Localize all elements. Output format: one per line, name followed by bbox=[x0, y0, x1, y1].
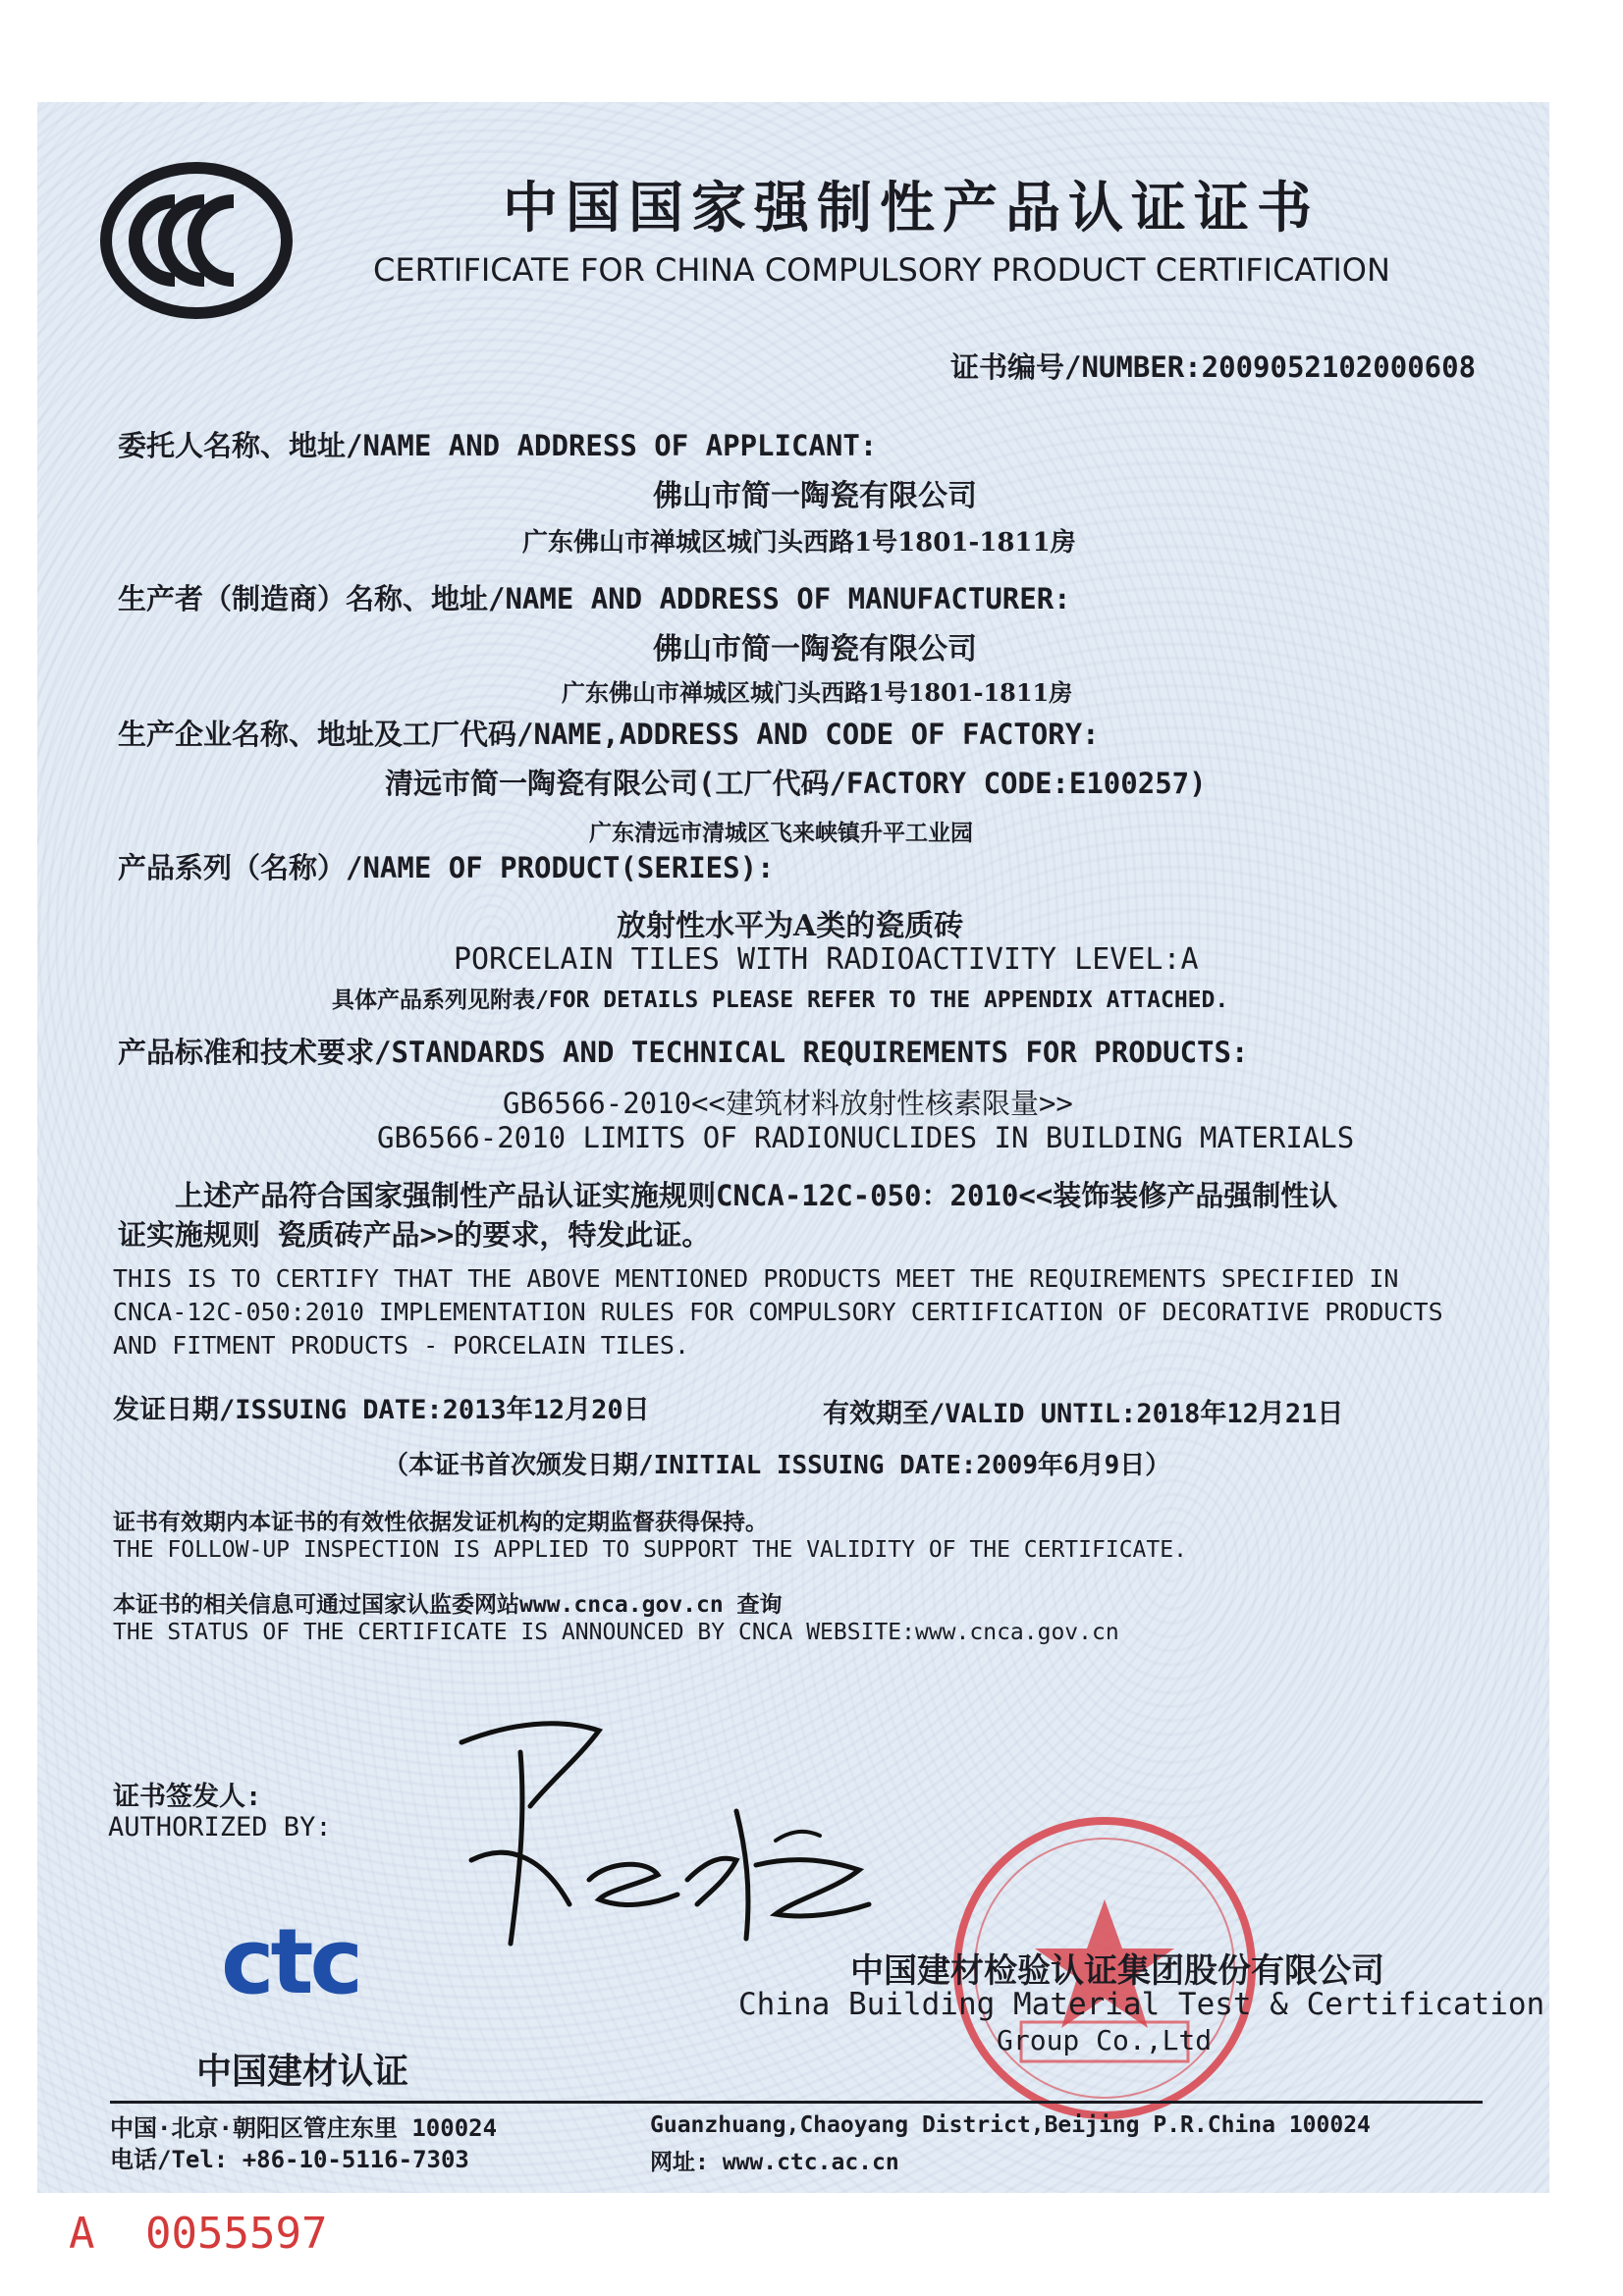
applicant-label: 委托人名称、地址/NAME AND ADDRESS OF APPLICANT: bbox=[118, 429, 878, 462]
manufacturer-label: 生产者（制造商）名称、地址/NAME AND ADDRESS OF MANUFACTURER: bbox=[118, 582, 1071, 615]
serial-prefix: A bbox=[69, 2209, 95, 2259]
standards-label: 产品标准和技术要求/STANDARDS AND TECHNICAL REQUIREMENTS FOR PRODUCTS: bbox=[118, 1036, 1249, 1069]
issuer-name-cn: 中国建材检验认证集团股份有限公司 bbox=[850, 1951, 1384, 1991]
footer-address-cn: 中国·北京·朝阳区管庄东里 100024 bbox=[110, 2114, 498, 2142]
initial-issuing-date: （本证书首次颁发日期/INITIAL ISSUING DATE:2009年6月9日） bbox=[383, 1451, 1171, 1480]
serial-number: 0055597 bbox=[145, 2209, 328, 2259]
issuing-date: 发证日期/ISSUING DATE:2013年12月20日 bbox=[113, 1395, 650, 1425]
factory-address: 广东清远市清城区飞来峡镇升平工业园 bbox=[589, 820, 973, 846]
factory-label: 生产企业名称、地址及工厂代码/NAME,ADDRESS AND CODE OF FACTORY: bbox=[118, 718, 1100, 751]
product-name-en: PORCELAIN TILES WITH RADIOACTIVITY LEVEL:A bbox=[454, 942, 1199, 977]
title-cn: 中国国家强制性产品认证证书 bbox=[503, 177, 1320, 240]
standards-en: GB6566-2010 LIMITS OF RADIONUCLIDES IN BUILDING MATERIALS bbox=[377, 1121, 1355, 1154]
ctc-logo bbox=[221, 1909, 407, 2014]
statement-cn-line1: 上述产品符合国家强制性产品认证实施规则CNCA-12C-050：2010<<装饰装修产品强制性认 bbox=[175, 1179, 1338, 1212]
statement-en-line2: CNCA-12C-050:2010 IMPLEMENTATION RULES FOR COMPULSORY CERTIFICATION OF DECORATIVE PRODUCTS bbox=[113, 1298, 1443, 1326]
manufacturer-name: 佛山市简一陶瓷有限公司 bbox=[653, 632, 977, 667]
statement-en-line3: AND FITMENT PRODUCTS - PORCELAIN TILES. bbox=[113, 1331, 689, 1360]
issuer-name-en-line1: China Building Material Test & Certification bbox=[738, 1987, 1545, 2022]
issuer-name-en-line2: Group Co.,Ltd bbox=[997, 2024, 1213, 2056]
followup-cn: 证书有效期内本证书的有效性依据发证机构的定期监督获得保持。 bbox=[113, 1510, 768, 1535]
footer-address-en: Guanzhuang,Chaoyang District,Beijing P.R.China 100024 bbox=[650, 2112, 1371, 2138]
status-cn: 本证书的相关信息可通过国家认监委网站www.cnca.gov.cn 查询 bbox=[113, 1592, 783, 1618]
statement-en-line1: THIS IS TO CERTIFY THAT THE ABOVE MENTIONED PRODUCTS MEET THE REQUIREMENTS SPECIFIED IN bbox=[113, 1264, 1399, 1293]
product-name-cn: 放射性水平为A类的瓷质砖 bbox=[617, 909, 964, 943]
product-appendix: 具体产品系列见附表/FOR DETAILS PLEASE REFER TO THE APPENDIX ATTACHED. bbox=[332, 988, 1229, 1013]
signature-icon bbox=[452, 1713, 884, 1958]
statement-cn-line2: 证实施规则 瓷质砖产品>>的要求，特发此证。 bbox=[118, 1218, 711, 1252]
standards-cn: GB6566-2010<<建筑材料放射性核素限量>> bbox=[503, 1087, 1073, 1120]
certificate-number: 证书编号/NUMBER:2009052102000608 bbox=[950, 350, 1477, 384]
ccc-mark-icon bbox=[98, 162, 295, 319]
footer-website: 网址: www.ctc.ac.cn bbox=[650, 2150, 899, 2175]
applicant-address: 广东佛山市禅城区城门头西路1号1801-1811房 bbox=[522, 528, 1076, 558]
factory-name: 清远市简一陶瓷有限公司(工厂代码/FACTORY CODE:E100257) bbox=[385, 767, 1207, 800]
valid-until: 有效期至/VALID UNTIL:2018年12月21日 bbox=[823, 1399, 1344, 1429]
followup-en: THE FOLLOW-UP INSPECTION IS APPLIED TO SUPPORT THE VALIDITY OF THE CERTIFICATE. bbox=[113, 1537, 1187, 1563]
manufacturer-address: 广东佛山市禅城区城门头西路1号1801-1811房 bbox=[562, 678, 1073, 707]
product-label: 产品系列（名称）/NAME OF PRODUCT(SERIES): bbox=[118, 851, 775, 884]
authorized-label-en: AUTHORIZED BY: bbox=[108, 1812, 332, 1842]
title-en: CERTIFICATE FOR CHINA COMPULSORY PRODUCT CERTIFICATION bbox=[373, 251, 1390, 289]
status-en: THE STATUS OF THE CERTIFICATE IS ANNOUNCED BY CNCA WEBSITE:www.cnca.gov.cn bbox=[113, 1620, 1119, 1645]
applicant-name: 佛山市简一陶瓷有限公司 bbox=[653, 479, 977, 513]
ctc-logo-text: ctc bbox=[221, 1909, 360, 2014]
authorized-label-cn: 证书签发人: bbox=[113, 1782, 262, 1812]
footer-tel: 电话/Tel: +86-10-5116-7303 bbox=[110, 2146, 469, 2173]
ctc-logo-caption: 中国建材认证 bbox=[196, 2052, 409, 2092]
footer-divider bbox=[110, 2101, 1483, 2104]
